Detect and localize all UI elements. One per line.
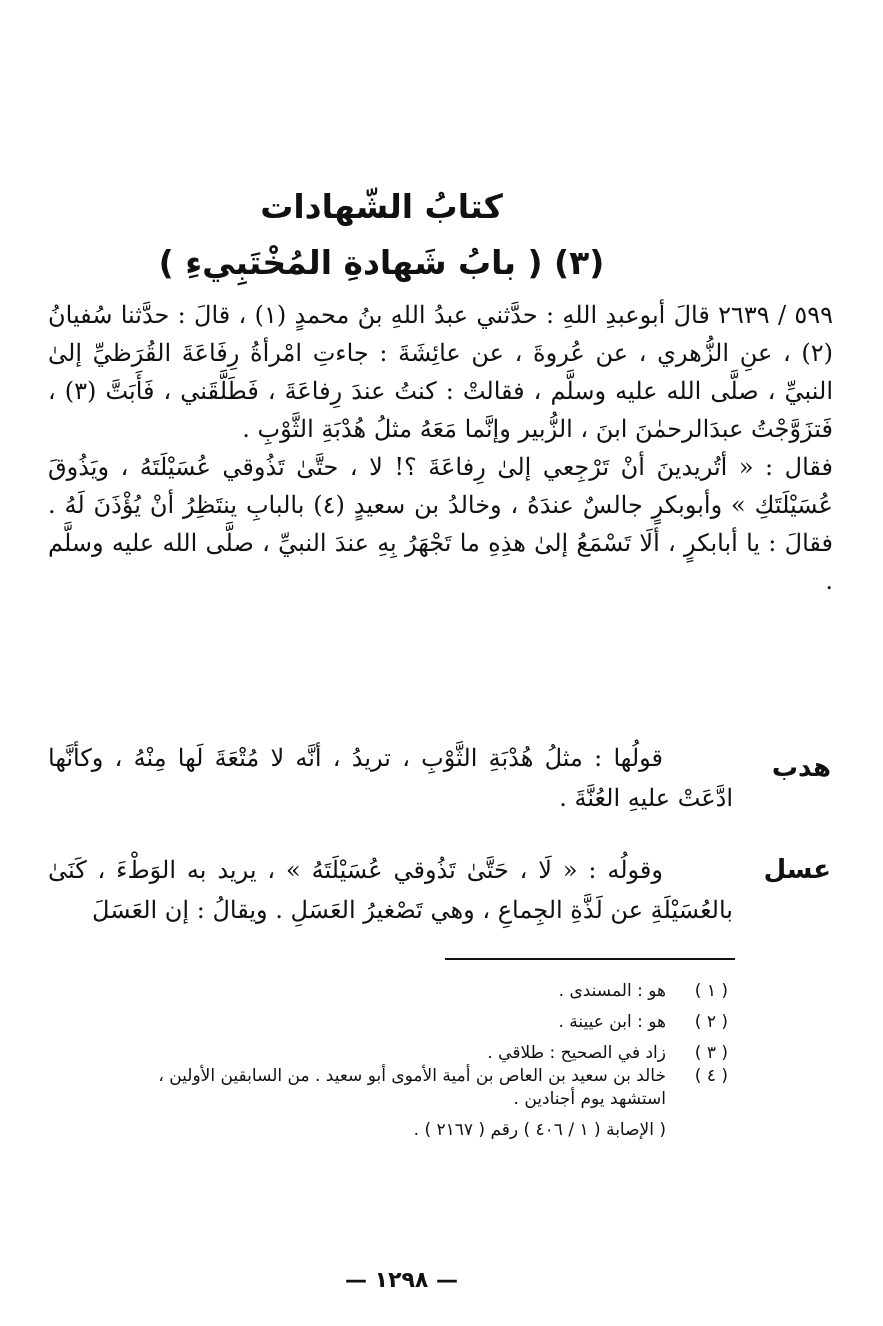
footnote-number: ( ٢ ) bbox=[694, 1012, 728, 1032]
footnote-number: ( ٤ ) bbox=[694, 1066, 728, 1086]
footnote-text: زاد في الصحيح : طلاقي . bbox=[487, 1043, 666, 1063]
hadith-paragraph: ٥٩٩ / ٢٦٣٩ قالَ أبوعبدِ اللهِ : حدَّثني عبدُ اللهِ بنُ محمدٍ (١) ، قالَ : حدَّثنا سُفيانُ (٢) ، عنِ الزُّهري ، عن عُروةَ ، عن عائِشَةَ : جاءتِ امْرأةُ رِفَاعَةَ القُرَظيِّ إلىٰ النبيِّ ، صلَّى الله عليه وسلَّم ، فقالتْ : كنتُ عندَ رِفاعَةَ ، فَطَلَّقَني ، فَأَبَتَّ (٣) ، فَتزَوَّجْتُ عبدَالرحمٰنَ ابنَ ، الزُّبير وإنَّما مَعَهُ مثلُ هُدْبَةِ الثَّوْبِ . bbox=[48, 301, 833, 443]
footnote-number: ( ٣ ) bbox=[694, 1043, 728, 1063]
footnote-text: ( الإصابة ( ١ / ٤٠٦ ) رقم ( ٢١٦٧ ) . bbox=[413, 1120, 666, 1140]
footnote bbox=[148, 1042, 728, 1065]
footnote bbox=[148, 1065, 728, 1142]
footnote-text: هو : ابن عيينة . bbox=[558, 1012, 666, 1032]
footnotes bbox=[148, 980, 728, 1150]
footnote-divider bbox=[445, 958, 735, 960]
commentary-text: وقولُه : « لَا ، حَتَّىٰ تَذُوقي عُسَيْلَتَهُ » ، يريد به الوَطْءَ ، كَنَىٰ بالعُسَيْلَةِ عن لَذَّةِ الجِماعِ ، وهي تَصْغيرُ العَسَلِ . ويقالُ : إن العَسَلَ bbox=[48, 856, 733, 924]
commentary-entry bbox=[48, 850, 733, 930]
commentary-keyword: هدب bbox=[771, 753, 831, 783]
commentary-entry bbox=[48, 738, 733, 818]
commentary-keyword: عسل bbox=[763, 855, 831, 885]
page-number: — ١٢٩٨ — bbox=[344, 1268, 459, 1293]
hadith-text bbox=[48, 296, 833, 600]
footnote-number: ( ١ ) bbox=[694, 981, 728, 1001]
book-title: كتابُ الشّهادات bbox=[260, 187, 503, 226]
commentary-text: قولُها : مثلُ هُدْبَةِ الثَّوْبِ ، تريدُ ، أنَّه لا مُتْعَةَ لَها مِنْهُ ، وكأنَّها ادَّعَتْ عليهِ العُنَّةَ . bbox=[48, 744, 733, 812]
chapter-title: (٣) ( بابُ شَهادةِ المُخْتَبِيءِ ) bbox=[158, 243, 605, 282]
footnote-text: هو : المسندى . bbox=[558, 981, 666, 1001]
hadith-paragraph: فقال : « أتُريدينَ أنْ تَرْجِعي إلىٰ رِفاعَةَ ؟! لا ، حتَّىٰ تَذُوقي عُسَيْلَتَهُ ، ويَذُوقَ عُسَيْلَتَكِ » وأبوبكرٍ جالسٌ عندَهُ ، وخالدُ بن سعيدٍ (٤) بالبابِ ينتَظِرُ أنْ يُؤْذَنَ لَهُ . فقالَ : يا أبابكرٍ ، ألَا تَسْمَعُ إلىٰ هذِهِ ما تَجْهَرُ بِهِ عندَ النبيِّ ، صلَّى الله عليه وسلَّم . bbox=[48, 453, 834, 595]
footnote bbox=[148, 1011, 728, 1034]
footnote-text: خالد بن سعيد بن العاص بن أمية الأموى أبو سعيد . من السابقين الأولين ، bbox=[158, 1066, 666, 1086]
footnote bbox=[148, 980, 728, 1003]
footnote-text: استشهد يوم أجنادين . bbox=[513, 1089, 666, 1109]
